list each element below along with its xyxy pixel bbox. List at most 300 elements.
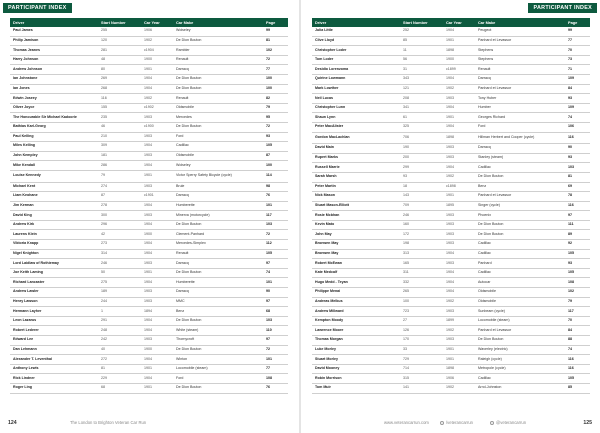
table-header-row <box>10 18 288 27</box>
cell-page: 101 <box>263 278 288 288</box>
cell-driver: Mike Kendall <box>10 161 98 171</box>
cell-car-make: Panhard et Levassor <box>475 326 565 336</box>
cell-car-make: De Dion Bouton <box>173 84 263 94</box>
cell-driver: Jim Kerman <box>10 201 98 211</box>
cell-start-number: 208 <box>400 94 443 104</box>
table-row <box>10 374 288 384</box>
table-row <box>10 132 288 142</box>
cell-car-year: c1901 <box>141 192 173 202</box>
cell-car-make: Mercedes <box>173 113 263 123</box>
cell-car-make: Victor Sperry Safety Bicycle (cycle) <box>173 170 263 182</box>
cell-car-year: c1900 <box>141 122 173 132</box>
cell-car-make: Cadillac <box>475 268 565 278</box>
cell-start-number: 165 <box>400 259 443 269</box>
cell-start-number: 273 <box>98 240 141 250</box>
cell-driver: Roger Ling <box>10 383 98 393</box>
table-row <box>312 144 590 154</box>
table-row <box>312 297 590 307</box>
cell-start-number: 296 <box>98 220 141 230</box>
cell-start-number: 300 <box>98 211 141 221</box>
cell-driver: Stuart Mason-Elliott <box>312 201 400 211</box>
table-row <box>312 374 590 384</box>
cell-driver: Neil Lucas <box>312 94 400 104</box>
cell-car-year: 1901 <box>141 65 173 75</box>
cell-driver: Laurens Klein <box>10 230 98 240</box>
cell-start-number: 229 <box>98 374 141 384</box>
cell-car-make: Panhard et Levassor <box>475 192 565 202</box>
table-row <box>312 94 590 104</box>
table-row <box>10 94 288 104</box>
cell-car-year: 1903 <box>443 94 475 104</box>
cell-start-number: 46 <box>98 122 141 132</box>
cell-car-make: Ford <box>475 122 565 132</box>
cell-start-number: 160 <box>400 220 443 230</box>
cell-start-number: 93 <box>400 172 443 182</box>
participant-index-table <box>312 18 590 394</box>
cell-car-make: Benz <box>173 307 263 317</box>
cell-car-year: 1904 <box>141 326 173 336</box>
cell-car-make: De Dion Bouton <box>173 74 263 84</box>
cell-page: 105 <box>565 374 590 384</box>
cell-start-number: 100 <box>400 297 443 307</box>
cell-page: 105 <box>565 268 590 278</box>
cell-car-year: 1904 <box>443 122 475 132</box>
cell-page: 90 <box>263 288 288 298</box>
cell-start-number: 56 <box>400 55 443 65</box>
cell-car-make: Darracq <box>173 288 263 298</box>
table-row <box>312 355 590 365</box>
header-car-year: Car Year <box>141 18 173 27</box>
header-start-number: Start Number <box>400 18 443 27</box>
cell-start-number: 286 <box>98 161 141 171</box>
cell-page: 71 <box>565 65 590 75</box>
cell-start-number: 278 <box>98 201 141 211</box>
header-driver: Driver <box>10 18 98 27</box>
table-row <box>312 65 590 75</box>
cell-start-number: 248 <box>98 326 141 336</box>
cell-car-year: 1898 <box>443 46 475 56</box>
cell-driver: Andreas Melkus <box>312 297 400 307</box>
cell-car-year: 1899 <box>443 316 475 326</box>
cell-car-make: Darracq <box>173 65 263 75</box>
cell-driver: Louise Kennedy <box>10 170 98 182</box>
cell-car-make: Locomobile (steam) <box>173 364 263 374</box>
table-row <box>312 307 590 317</box>
cell-page: 97 <box>263 336 288 346</box>
page-footer <box>0 418 300 428</box>
cell-driver: Tom Loder <box>312 55 400 65</box>
cell-page: 103 <box>565 163 590 173</box>
cell-car-make: Singer (cycle) <box>475 201 565 211</box>
cell-start-number: 291 <box>98 316 141 326</box>
cell-car-make: De Dion Bouton <box>173 122 263 132</box>
cell-car-year: 1904 <box>443 27 475 36</box>
cell-page: 79 <box>263 103 288 113</box>
cell-page: 112 <box>263 240 288 250</box>
header-car-make: Car Make <box>475 18 565 27</box>
cell-car-year: 1901 <box>141 268 173 278</box>
cell-start-number: 309 <box>98 142 141 152</box>
table-row <box>312 103 590 113</box>
cell-driver: Ian Jones <box>10 84 98 94</box>
cell-car-year: 1903 <box>141 182 173 192</box>
cell-start-number: 31 <box>400 65 443 75</box>
cell-start-number: 170 <box>400 336 443 346</box>
cell-start-number: 314 <box>98 249 141 259</box>
facebook-icon <box>440 421 444 425</box>
cell-car-make: Panhard et Levassor <box>475 36 565 46</box>
table-row <box>10 259 288 269</box>
cell-start-number: 244 <box>98 297 141 307</box>
cell-driver: Ian Johnstone <box>10 74 98 84</box>
cell-car-year: 1895 <box>443 201 475 211</box>
table-row <box>10 355 288 365</box>
cell-car-year: 1903 <box>443 336 475 346</box>
cell-page: 87 <box>263 151 288 161</box>
cell-car-year: 1898 <box>443 364 475 374</box>
facebook-handle: /veterancarrun <box>446 420 473 425</box>
cell-page: 116 <box>565 355 590 365</box>
cell-driver: Michael Kent <box>10 182 98 192</box>
cell-driver: Robert McEwan <box>312 259 400 269</box>
cell-car-year: 1902 <box>141 94 173 104</box>
cell-start-number: 242 <box>98 336 141 346</box>
cell-start-number: 315 <box>400 374 443 384</box>
cell-car-year: 1904 <box>141 142 173 152</box>
cell-car-year: 1904 <box>141 355 173 365</box>
table-row <box>10 326 288 336</box>
right-page <box>300 0 600 433</box>
footer-facebook <box>440 418 473 428</box>
cell-car-year: 1901 <box>443 36 475 46</box>
cell-car-make: Winton <box>173 355 263 365</box>
cell-driver: Edward Lee <box>10 336 98 346</box>
table-row <box>312 249 590 259</box>
cell-driver: Gordon MacLachlan <box>312 132 400 144</box>
cell-car-year: 1901 <box>443 192 475 202</box>
cell-page: 100 <box>263 161 288 171</box>
cell-driver: Lord Laidlaw of Rothiemay <box>10 259 98 269</box>
table-row <box>10 249 288 259</box>
cell-car-year: 1904 <box>141 316 173 326</box>
cell-car-make: De Dion Bouton <box>173 345 263 355</box>
cell-start-number: 18 <box>400 182 443 192</box>
cell-start-number: 116 <box>98 94 141 104</box>
cell-start-number: 61 <box>400 113 443 123</box>
cell-driver: Mark Lowther <box>312 84 400 94</box>
cell-car-make: De Dion Bouton <box>173 220 263 230</box>
cell-page: 78 <box>565 192 590 202</box>
cell-start-number: 255 <box>98 27 141 36</box>
cell-car-year: 1900 <box>141 230 173 240</box>
cell-start-number: 268 <box>98 84 141 94</box>
cell-car-make: Stanley (steam) <box>475 153 565 163</box>
cell-driver: Oliver Joyce <box>10 103 98 113</box>
table-row <box>10 345 288 355</box>
cell-car-year: 1904 <box>141 240 173 250</box>
cell-car-make: Benz <box>475 182 565 192</box>
cell-page: 93 <box>565 153 590 163</box>
table-row <box>312 268 590 278</box>
cell-driver: Sarah Marsh <box>312 172 400 182</box>
table-row <box>10 192 288 202</box>
cell-car-year: 1904 <box>443 249 475 259</box>
cell-driver: Liam Keohane <box>10 192 98 202</box>
cell-car-make: Renault <box>173 55 263 65</box>
cell-page: 103 <box>263 316 288 326</box>
cell-car-make: Oldsmobile <box>173 151 263 161</box>
cell-car-make: Locomobile (steam) <box>475 316 565 326</box>
cell-start-number: 87 <box>98 192 141 202</box>
cell-car-make: Brule <box>173 182 263 192</box>
cell-car-make: Stephens <box>475 55 565 65</box>
cell-start-number: 723 <box>400 307 443 317</box>
cell-start-number: 198 <box>400 240 443 250</box>
table-row <box>10 230 288 240</box>
cell-page: 106 <box>565 122 590 132</box>
table-row <box>10 383 288 393</box>
cell-page: 95 <box>263 113 288 123</box>
cell-start-number: 1 <box>98 307 141 317</box>
cell-driver: Bronwen May <box>312 240 400 250</box>
cell-page: 114 <box>263 170 288 182</box>
cell-page: 73 <box>565 55 590 65</box>
cell-page: 99 <box>263 27 288 36</box>
table-row <box>312 55 590 65</box>
cell-car-make: Renault <box>173 94 263 104</box>
cell-start-number: 299 <box>400 163 443 173</box>
table-row <box>10 142 288 152</box>
table-row <box>10 211 288 221</box>
cell-car-year: 1901 <box>443 113 475 123</box>
footer-instagram <box>490 418 526 428</box>
table-row <box>10 84 288 94</box>
cell-page: 105 <box>263 249 288 259</box>
cell-car-make: Wolseley <box>173 27 263 36</box>
cell-page: 90 <box>565 144 590 154</box>
cell-page: 97 <box>565 211 590 221</box>
cell-car-make: Tony Huber <box>475 94 565 104</box>
table-row <box>10 297 288 307</box>
table-row <box>10 170 288 182</box>
table-row <box>312 192 590 202</box>
table-row <box>312 201 590 211</box>
cell-start-number: 121 <box>400 84 443 94</box>
cell-driver: Andrew Millward <box>312 307 400 317</box>
table-row <box>312 336 590 346</box>
cell-car-make: Hillman Herbert and Cooper (cycle) <box>475 132 565 144</box>
cell-page: 72 <box>263 230 288 240</box>
cell-start-number: 272 <box>98 355 141 365</box>
cell-driver: Thomas Morgan <box>312 336 400 346</box>
cell-driver: David King <box>10 211 98 221</box>
cell-page: 77 <box>565 36 590 46</box>
cell-car-make: Waverley (electric) <box>475 345 565 355</box>
cell-page: 72 <box>263 122 288 132</box>
cell-car-year: 1903 <box>141 113 173 123</box>
cell-car-year: c1899 <box>443 65 475 75</box>
cell-car-make: Wolseley <box>173 161 263 171</box>
cell-page: 76 <box>263 192 288 202</box>
cell-driver: Shaun Lynn <box>312 113 400 123</box>
cell-driver: Stuart Morley <box>312 355 400 365</box>
cell-car-make: Peugeot <box>475 27 565 36</box>
table-row <box>312 259 590 269</box>
cell-driver: Russell Marrie <box>312 163 400 173</box>
cell-page: 74 <box>565 113 590 123</box>
cell-driver: Paul James <box>10 27 98 36</box>
cell-car-make: Arrol-Johnston <box>475 383 565 393</box>
cell-car-year: 1904 <box>141 249 173 259</box>
cell-page: 97 <box>263 259 288 269</box>
cell-start-number: 190 <box>400 144 443 154</box>
cell-driver: Clive Lloyd <box>312 36 400 46</box>
cell-car-year: 1900 <box>443 55 475 65</box>
table-row <box>312 288 590 298</box>
cell-driver: Viktoria Knapp <box>10 240 98 250</box>
cell-car-year: 1904 <box>443 288 475 298</box>
cell-page: 81 <box>263 36 288 46</box>
cell-car-make: Mercedes-Simplex <box>173 240 263 250</box>
cell-page: 93 <box>565 259 590 269</box>
cell-page: 77 <box>263 65 288 75</box>
cell-car-year: 1906 <box>443 374 475 384</box>
cell-start-number: 343 <box>400 74 443 84</box>
cell-car-year: 1903 <box>141 151 173 161</box>
table-row <box>10 336 288 346</box>
cell-car-make: MMC <box>173 297 263 307</box>
cell-page: 69 <box>565 182 590 192</box>
cell-page: 84 <box>565 326 590 336</box>
cell-start-number: 79 <box>98 170 141 182</box>
table-row <box>312 172 590 182</box>
cell-car-make: De Dion Bouton <box>475 220 565 230</box>
cell-car-make: Minerva (motorcycle) <box>173 211 263 221</box>
cell-car-make: De Dion Bouton <box>173 383 263 393</box>
cell-page: 102 <box>263 46 288 56</box>
header-car-make: Car Make <box>173 18 263 27</box>
cell-page: 74 <box>565 345 590 355</box>
cell-page: 74 <box>263 268 288 278</box>
cell-start-number: 313 <box>400 249 443 259</box>
participant-index-table <box>10 18 288 394</box>
cell-page: 84 <box>565 84 590 94</box>
cell-page: 100 <box>263 74 288 84</box>
cell-driver: Nick Mason <box>312 192 400 202</box>
cell-car-year: 1904 <box>443 163 475 173</box>
cell-car-make: Stephens <box>475 46 565 56</box>
table-row <box>312 326 590 336</box>
cell-car-year: 1904 <box>141 74 173 84</box>
cell-car-year: 1901 <box>141 364 173 374</box>
cell-car-year: 1904 <box>443 103 475 113</box>
cell-start-number: 120 <box>98 36 141 46</box>
table-row <box>312 113 590 123</box>
cell-car-make: Humber <box>475 103 565 113</box>
table-row <box>10 278 288 288</box>
cell-car-make: Sunbeam (cycle) <box>475 307 565 317</box>
cell-driver: Joe Keith Laming <box>10 268 98 278</box>
cell-page: 79 <box>565 297 590 307</box>
header-page: Page <box>565 18 590 27</box>
table-row <box>312 84 590 94</box>
cell-driver: Quirine Lowmann <box>312 74 400 84</box>
cell-driver: Desidio Lorenzoma <box>312 65 400 75</box>
cell-page: 117 <box>565 307 590 317</box>
cell-car-year: 1904 <box>443 278 475 288</box>
cell-start-number: 27 <box>400 316 443 326</box>
table-row <box>312 316 590 326</box>
cell-start-number: 235 <box>98 113 141 123</box>
cell-car-make: Georges Richard <box>475 113 565 123</box>
cell-car-make: Oldsmobile <box>475 288 565 298</box>
cell-start-number: 189 <box>98 288 141 298</box>
table-row <box>10 364 288 374</box>
cell-car-year: 1903 <box>443 153 475 163</box>
cell-page: 109 <box>565 74 590 84</box>
cell-start-number: 40 <box>98 345 141 355</box>
cell-driver: Dan Lehmann <box>10 345 98 355</box>
table-row <box>312 27 590 36</box>
cell-driver: Miles Kelling <box>10 142 98 152</box>
table-row <box>10 113 288 123</box>
table-row <box>312 345 590 355</box>
table-row <box>312 153 590 163</box>
cell-car-year: 1903 <box>443 211 475 221</box>
section-tab: PARTICIPANT INDEX <box>3 3 72 13</box>
cell-page: 93 <box>263 132 288 142</box>
cell-driver: Alexander T. Leventhal <box>10 355 98 365</box>
cell-car-year: 1904 <box>443 268 475 278</box>
table-row <box>10 240 288 250</box>
cell-car-year: 1903 <box>141 259 173 269</box>
cell-car-year: 1898 <box>443 132 475 144</box>
table-row <box>10 55 288 65</box>
table-row <box>10 103 288 113</box>
cell-page: 70 <box>565 316 590 326</box>
cell-car-year: c1898 <box>443 182 475 192</box>
table-row <box>10 316 288 326</box>
table-row <box>312 240 590 250</box>
table-row <box>10 36 288 46</box>
table-row <box>312 122 590 132</box>
cell-car-make: De Dion Bouton <box>173 268 263 278</box>
cell-car-make: Humberette <box>173 201 263 211</box>
cell-start-number: 33 <box>400 345 443 355</box>
cell-start-number: 172 <box>400 230 443 240</box>
cell-car-year: 1902 <box>443 297 475 307</box>
cell-start-number: 265 <box>400 288 443 298</box>
cell-page: 108 <box>565 278 590 288</box>
cell-start-number: 332 <box>400 278 443 288</box>
table-row <box>10 268 288 278</box>
cell-start-number: 42 <box>98 230 141 240</box>
table-row <box>312 230 590 240</box>
cell-page: 101 <box>263 201 288 211</box>
cell-page: 89 <box>565 230 590 240</box>
cell-start-number: 200 <box>400 153 443 163</box>
cell-start-number: 85 <box>400 36 443 46</box>
cell-car-year: 1904 <box>141 374 173 384</box>
cell-page: 97 <box>263 297 288 307</box>
cell-car-make: Darracq <box>173 259 263 269</box>
table-row <box>312 163 590 173</box>
cell-car-year: 1903 <box>443 259 475 269</box>
cell-driver: Thomas Jeanes <box>10 46 98 56</box>
cell-driver: Christopher Lunn <box>312 103 400 113</box>
section-tab: PARTICIPANT INDEX <box>528 3 597 13</box>
table-row <box>312 383 590 393</box>
